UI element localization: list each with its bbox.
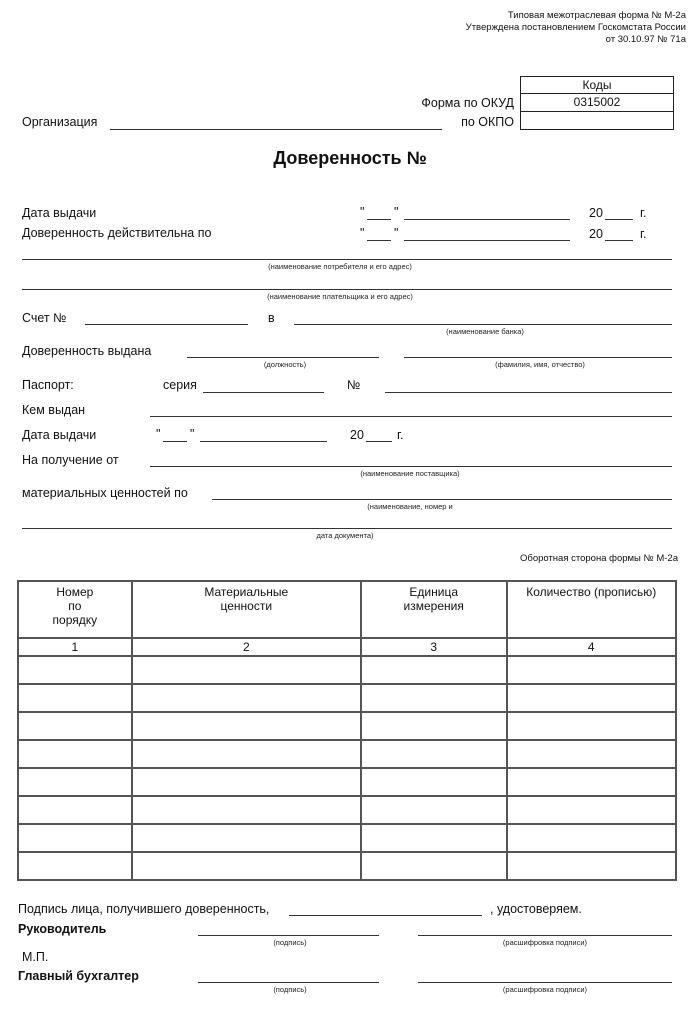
form-type-line: Типовая межотраслевая форма № М-2а [507, 10, 686, 21]
table-cell[interactable] [507, 684, 677, 712]
issue-quote-open: " [360, 205, 365, 219]
table-cell[interactable] [132, 768, 361, 796]
table-header-1: Номер по порядку [18, 581, 132, 638]
document-name-field[interactable] [212, 499, 672, 500]
table-cell[interactable] [132, 740, 361, 768]
accountant-decoding-hint: (расшифровка подписи) [502, 985, 588, 994]
table-header-row [18, 581, 676, 638]
okud-value[interactable]: 0315002 [521, 93, 673, 111]
okpo-label: по ОКПО [461, 115, 514, 129]
materials-table [17, 580, 677, 881]
document-title: Доверенность № [273, 148, 427, 168]
okpo-value[interactable] [521, 111, 673, 129]
okud-label: Форма по ОКУД [421, 96, 514, 110]
form-approval-line: Утверждена постановлением Госкомстата России [465, 22, 686, 33]
bank-field[interactable] [294, 324, 672, 325]
payer-field[interactable] [22, 289, 672, 290]
table-cell[interactable] [132, 852, 361, 880]
bank-hint: (наименование банка) [446, 327, 524, 336]
table-cell[interactable] [132, 796, 361, 824]
passport-year-suffix: г. [397, 428, 404, 442]
fio-field[interactable] [404, 357, 672, 358]
valid-year-suffix: г. [640, 227, 647, 241]
valid-year-field[interactable] [605, 240, 633, 241]
passport-day-field[interactable] [163, 441, 187, 442]
organization-label: Организация [22, 115, 98, 129]
form-date-line: от 30.10.97 № 71а [605, 34, 686, 45]
valid-quote-close: " [394, 226, 399, 240]
passport-year-field[interactable] [366, 441, 392, 442]
document-date-field[interactable] [22, 528, 672, 529]
table-cell[interactable] [132, 684, 361, 712]
issue-day-field[interactable] [367, 219, 391, 220]
table-cell[interactable] [132, 656, 361, 684]
accountant-label: Главный бухгалтер [18, 969, 139, 983]
certify-text: , удостоверяем. [490, 902, 582, 916]
head-signature-hint: (подпись) [273, 938, 307, 947]
valid-year-prefix: 20 [589, 227, 603, 241]
passport-year-prefix: 20 [350, 428, 364, 442]
supplier-hint: (наименование поставщика) [360, 469, 460, 478]
table-row [18, 712, 676, 740]
table-cell[interactable] [507, 712, 677, 740]
issued-by-label: Кем выдан [22, 403, 86, 417]
materials-label: материальных ценностей по [22, 486, 188, 500]
valid-quote-open: " [360, 226, 365, 240]
table-cell[interactable] [507, 852, 677, 880]
head-decoding-field[interactable] [418, 935, 672, 936]
table-cell[interactable] [18, 796, 132, 824]
codes-title: Коды [582, 78, 612, 92]
passport-number-label: № [347, 378, 361, 392]
table-row [18, 656, 676, 684]
issue-quote-close: " [394, 205, 399, 219]
valid-day-field[interactable] [367, 240, 391, 241]
table-cell[interactable] [361, 712, 507, 740]
table-row [18, 768, 676, 796]
passport-date-label: Дата выдачи [22, 428, 97, 442]
doc-name-hint: (наименование, номер и [367, 502, 453, 511]
table-cell[interactable] [18, 740, 132, 768]
table-cell[interactable] [18, 768, 132, 796]
column-number-3: 3 [361, 638, 507, 656]
passport-label: Паспорт: [22, 378, 74, 392]
passport-month-field[interactable] [200, 441, 327, 442]
accountant-decoding-field[interactable] [418, 982, 672, 983]
issue-year-field[interactable] [605, 219, 633, 220]
table-header-4: Количество (прописью) [507, 581, 677, 638]
issue-month-field[interactable] [404, 219, 570, 220]
table-row [18, 824, 676, 852]
reverse-side-label: Оборотная сторона формы № М-2а [519, 553, 678, 564]
issue-year-prefix: 20 [589, 206, 603, 220]
table-cell[interactable] [361, 768, 507, 796]
passport-quote-close: " [190, 427, 195, 441]
consumer-hint: (наименование потребителя и его адрес) [268, 262, 412, 271]
account-in-label: в [268, 311, 275, 325]
table-header-3: Единица измерения [361, 581, 507, 638]
table-cell[interactable] [18, 852, 132, 880]
passport-quote-open: " [156, 427, 161, 441]
valid-until-label: Доверенность действительна по [22, 226, 212, 240]
table-cell[interactable] [507, 740, 677, 768]
accountant-signature-field[interactable] [198, 982, 379, 983]
table-cell[interactable] [361, 852, 507, 880]
consumer-field[interactable] [22, 259, 672, 260]
table-cell[interactable] [507, 824, 677, 852]
doc-date-hint: дата документа) [316, 531, 374, 540]
table-cell[interactable] [132, 712, 361, 740]
table-row [18, 684, 676, 712]
position-hint: (должность) [263, 360, 307, 369]
table-cell[interactable] [361, 740, 507, 768]
fio-hint: (фамилия, имя, отчество) [495, 360, 585, 369]
passport-number-field[interactable] [385, 392, 672, 393]
table-cell[interactable] [361, 796, 507, 824]
table-cell[interactable] [132, 824, 361, 852]
position-field[interactable] [187, 357, 379, 358]
issue-year-suffix: г. [640, 206, 647, 220]
organization-field[interactable] [110, 129, 442, 130]
signature-text: Подпись лица, получившего доверенность, [18, 902, 270, 916]
table-row [18, 740, 676, 768]
issued-by-field[interactable] [150, 416, 672, 417]
valid-month-field[interactable] [404, 240, 570, 241]
table-cell[interactable] [507, 796, 677, 824]
table-header-2: Материальные ценности [132, 581, 361, 638]
table-cell[interactable] [361, 824, 507, 852]
table-cell[interactable] [18, 712, 132, 740]
head-signature-field[interactable] [198, 935, 379, 936]
head-decoding-hint: (расшифровка подписи) [502, 938, 588, 947]
signature-field[interactable] [289, 915, 482, 916]
issue-date-label: Дата выдачи [22, 206, 97, 220]
receive-from-label: На получение от [22, 453, 119, 467]
table-cell[interactable] [507, 768, 677, 796]
column-number-4: 4 [507, 638, 677, 656]
table-cell[interactable] [18, 824, 132, 852]
accountant-signature-hint: (подпись) [273, 985, 307, 994]
payer-hint: (наименование плательщика и его адрес) [267, 292, 413, 301]
table-cell[interactable] [507, 656, 677, 684]
table-row [18, 852, 676, 880]
table-number-row [18, 638, 676, 656]
codes-box [520, 76, 674, 130]
stamp-label: М.П. [22, 950, 49, 964]
column-number-1: 1 [18, 638, 132, 656]
table-cell[interactable] [361, 684, 507, 712]
head-label: Руководитель [18, 922, 107, 936]
table-cell[interactable] [361, 656, 507, 684]
passport-series-label: серия [163, 378, 197, 392]
table-cell[interactable] [18, 684, 132, 712]
account-label: Счет № [22, 311, 67, 325]
column-number-2: 2 [132, 638, 361, 656]
passport-series-field[interactable] [203, 392, 324, 393]
issued-to-label: Доверенность выдана [22, 344, 152, 358]
table-row [18, 796, 676, 824]
supplier-field[interactable] [150, 466, 672, 467]
table-cell[interactable] [18, 656, 132, 684]
account-number-field[interactable] [85, 324, 248, 325]
